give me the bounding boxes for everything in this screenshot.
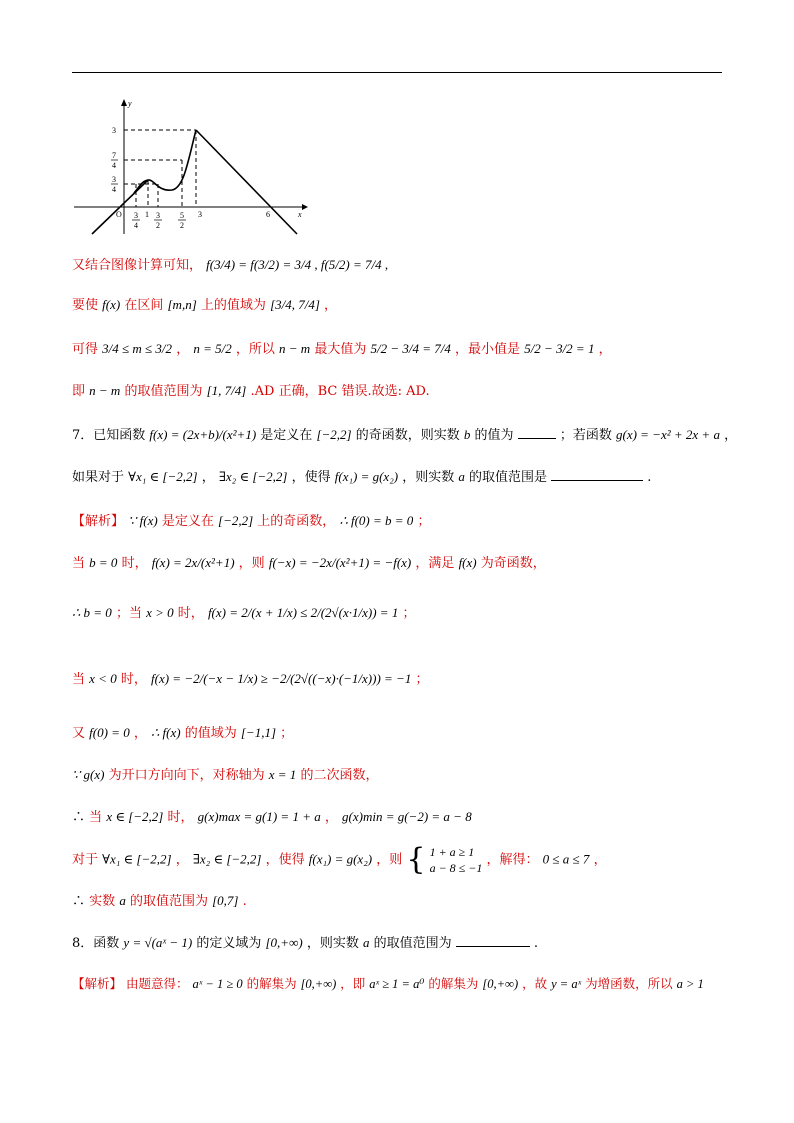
- text: 当: [72, 672, 86, 687]
- text: .: [533, 936, 539, 951]
- text: 为开口方向向下，对称轴为: [108, 768, 265, 783]
- math: g(x)min = g(−2) = a − 8: [342, 809, 472, 824]
- text: 又: [72, 726, 86, 741]
- y-axis-arrow: [121, 99, 127, 106]
- math: [−2,2]: [218, 513, 254, 528]
- text: ，满足: [415, 556, 455, 571]
- text: 要使: [72, 298, 99, 313]
- x-tick-3-4-den: 4: [134, 221, 138, 230]
- math: ∀x₁ ∈ [−2,2]: [102, 851, 172, 867]
- math: n − m: [279, 341, 311, 356]
- math: [m,n]: [167, 297, 197, 312]
- x-tick-5-2-den: 2: [180, 221, 184, 230]
- solution-line-1: [72, 258, 388, 272]
- text: ，使得: [291, 470, 331, 485]
- math: 0 ≤ a ≤ 7: [542, 851, 590, 867]
- math: b = 0: [89, 555, 118, 570]
- math: ∴ b = 0: [72, 605, 112, 620]
- text: ，最小值是: [455, 342, 521, 357]
- text: 当: [72, 556, 86, 571]
- analysis-7-line-5: [72, 726, 293, 740]
- y-tick-7-4-den: 4: [112, 161, 116, 170]
- y-tick-7-4-num: 7: [112, 151, 116, 160]
- math: n = 5/2: [193, 341, 232, 356]
- math: aˣ − 1 ≥ 0: [192, 977, 243, 991]
- text: ，: [324, 298, 338, 313]
- text: 的二次函数，: [300, 768, 379, 783]
- inequality-2: a − 8 ≤ −1: [429, 861, 483, 876]
- answer-blank-1[interactable]: [518, 438, 556, 439]
- text: 可得: [72, 342, 99, 357]
- x-tick-6: 6: [266, 210, 270, 219]
- math: x < 0: [89, 671, 117, 686]
- math: x = 1: [268, 767, 297, 782]
- text: 8．函数: [72, 936, 120, 951]
- text: ；若函数: [559, 428, 612, 443]
- x-tick-3-4-num: 3: [134, 211, 138, 220]
- analysis-7-line-8: [72, 844, 607, 876]
- math: [−2,2]: [316, 427, 352, 442]
- math: [0,+∞): [482, 977, 519, 991]
- question-8-line: [72, 936, 538, 950]
- math: a: [458, 469, 465, 484]
- text: ，: [593, 852, 607, 868]
- math: [1, 7/4]: [206, 383, 247, 398]
- text: 由题意得：: [126, 976, 189, 991]
- text: ，: [724, 428, 738, 443]
- text: ；: [417, 514, 431, 529]
- math: [0,7]: [212, 893, 239, 908]
- math: ∴ f(0) = b = 0: [339, 513, 414, 528]
- text: 是定义在: [161, 514, 214, 529]
- analysis-7-line-1: [72, 514, 430, 528]
- math: f(x₁) = g(x₂): [308, 851, 373, 867]
- answer-blank-2[interactable]: [551, 480, 643, 481]
- solution-line-2: [72, 298, 337, 312]
- system-brace: {: [406, 842, 426, 878]
- math: f(x) = 2x/(x²+1): [151, 555, 235, 570]
- analysis-7-line-2: [72, 556, 546, 570]
- text: 的解集为: [246, 976, 297, 991]
- header-rule: [72, 72, 722, 73]
- inequality-1: 1 + a ≥ 1: [429, 845, 475, 859]
- y-tick-3: 3: [112, 126, 116, 135]
- math: b: [463, 427, 471, 442]
- analysis-label: 【解析】: [72, 976, 123, 991]
- math: x > 0: [146, 605, 174, 620]
- text: 对于: [72, 852, 99, 868]
- text: 如果对于: [72, 470, 125, 485]
- text: ，: [201, 470, 215, 485]
- text: ；当: [115, 606, 142, 621]
- math: ∵ f(x): [128, 513, 158, 528]
- therefore-symbol: ∴: [72, 894, 86, 909]
- text: ，使得: [265, 852, 305, 868]
- text: 的取值范围为: [129, 894, 208, 909]
- math: f(x) = −2/(−x − 1/x) ≥ −2/(2√((−x)·(−1/x))) = −1: [151, 671, 412, 686]
- text: 在区间: [124, 298, 164, 313]
- math: ∀x₁ ∈ [−2,2]: [128, 469, 198, 484]
- math: [0,+∞): [265, 935, 303, 950]
- question-7-line-2: [72, 470, 651, 484]
- analysis-8-line: [72, 978, 704, 991]
- curve-right-line: [196, 130, 297, 234]
- text: ，: [175, 852, 189, 868]
- text: ，则: [238, 556, 265, 571]
- x-tick-1: 1: [145, 210, 149, 219]
- analysis-7-line-4: [72, 672, 429, 686]
- analysis-7-line-3: [72, 606, 415, 620]
- math: a: [362, 935, 370, 950]
- x-axis-arrow: [302, 204, 308, 210]
- text: ，则实数: [402, 470, 455, 485]
- text: 时，: [121, 556, 148, 571]
- x-tick-3-2-num: 3: [156, 211, 160, 220]
- text: ，: [324, 810, 338, 825]
- math: ∵ g(x): [72, 767, 105, 782]
- text: ，: [133, 726, 147, 741]
- y-tick-3-4-num: 3: [112, 175, 116, 184]
- math: f(x) = 2/(x + 1/x) ≤ 2/(2√(x·1/x)) = 1: [207, 605, 399, 620]
- math: g(x)max = g(1) = 1 + a: [197, 809, 321, 824]
- math: f(x) = (2x+b)/(x²+1): [149, 427, 257, 442]
- math: f(x): [458, 555, 477, 570]
- text: ，则: [376, 852, 403, 868]
- x-tick-3-2-den: 2: [156, 221, 160, 230]
- text: ，即: [340, 976, 366, 991]
- text: .: [647, 470, 652, 485]
- origin-label: O: [116, 210, 122, 219]
- text: 的定义域为: [196, 936, 262, 951]
- text: 的值域为: [184, 726, 237, 741]
- text: ；: [280, 726, 294, 741]
- therefore-symbol: ∴: [72, 810, 86, 825]
- x-tick-5-2-num: 5: [180, 211, 184, 220]
- math: [3/4, 7/4]: [270, 297, 320, 312]
- axis-label-x: x: [298, 210, 302, 219]
- text: 的取值范围为: [124, 384, 203, 399]
- math: f(0) = 0: [89, 725, 130, 740]
- math: [0,+∞): [300, 977, 337, 991]
- math: n − m: [89, 383, 121, 398]
- function-graph: [72, 96, 312, 236]
- math-expression: f(3/4) = f(3/2) = 3/4 , f(5/2) = 7/4 ,: [206, 257, 389, 272]
- text: 时，: [177, 606, 204, 621]
- text: ；: [402, 606, 416, 621]
- math: a: [119, 893, 126, 908]
- x-tick-3: 3: [198, 210, 202, 219]
- text: 当: [89, 810, 103, 825]
- axis-label-y: y: [128, 99, 132, 108]
- math: ∃x₂ ∈ [−2,2]: [192, 851, 262, 867]
- text: 的值为: [474, 428, 514, 443]
- math: a > 1: [676, 977, 704, 991]
- text: ，所以: [235, 342, 275, 357]
- math: aˣ ≥ 1 = a⁰: [369, 977, 425, 991]
- text: 最大值为: [314, 342, 367, 357]
- math: x ∈ [−2,2]: [106, 809, 164, 824]
- math: f(x): [102, 297, 121, 312]
- text: 是定义在: [260, 428, 313, 443]
- inequality-system: [430, 844, 483, 876]
- text: .AD 正确，BC 错误.故选: AD.: [250, 384, 430, 399]
- text: 为奇函数，: [480, 556, 546, 571]
- text: 上的奇函数，: [257, 514, 336, 529]
- analysis-7-line-9: [72, 894, 247, 908]
- text: 的奇函数，则实数: [355, 428, 460, 443]
- math: 5/2 − 3/4 = 7/4: [370, 341, 451, 356]
- math: f(x₁) = g(x₂): [334, 469, 399, 484]
- analysis-label: 【解析】: [72, 514, 125, 529]
- math: y = aˣ: [551, 977, 582, 991]
- text: .: [242, 894, 247, 909]
- math: ∴ f(x): [151, 725, 181, 740]
- math: ∃x₂ ∈ [−2,2]: [218, 469, 288, 484]
- text: 又结合图像计算可知，: [72, 258, 203, 273]
- solution-line-3: [72, 342, 612, 356]
- question-7-line-1: [72, 428, 737, 442]
- math: y = √(aˣ − 1): [123, 935, 193, 950]
- text: 7．已知函数: [72, 428, 146, 443]
- math: [−1,1]: [240, 725, 276, 740]
- math: 5/2 − 3/2 = 1: [524, 341, 595, 356]
- analysis-7-line-6: [72, 768, 378, 782]
- text: 的取值范围为: [373, 936, 452, 951]
- solution-line-4: [72, 384, 430, 398]
- text: 实数: [89, 894, 116, 909]
- math: f(−x) = −2x/(x²+1) = −f(x): [268, 555, 412, 570]
- math: g(x) = −x² + 2x + a: [615, 427, 720, 442]
- text: 上的值域为: [200, 298, 266, 313]
- analysis-7-line-7: [72, 810, 472, 824]
- text: 即: [72, 384, 86, 399]
- text: ，故: [522, 976, 548, 991]
- text: 为增函数，所以: [585, 976, 673, 991]
- text: ；: [415, 672, 429, 687]
- text: 时，: [167, 810, 194, 825]
- text: ，: [598, 342, 612, 357]
- text: 的解集为: [428, 976, 479, 991]
- text: ，: [176, 342, 190, 357]
- text: 时，: [120, 672, 147, 687]
- y-tick-3-4-den: 4: [112, 185, 116, 194]
- answer-blank-3[interactable]: [456, 946, 530, 947]
- math: 3/4 ≤ m ≤ 3/2: [102, 341, 173, 356]
- text: ，则实数: [306, 936, 359, 951]
- text: 的取值范围是: [468, 470, 547, 485]
- text: ，解得：: [486, 852, 539, 868]
